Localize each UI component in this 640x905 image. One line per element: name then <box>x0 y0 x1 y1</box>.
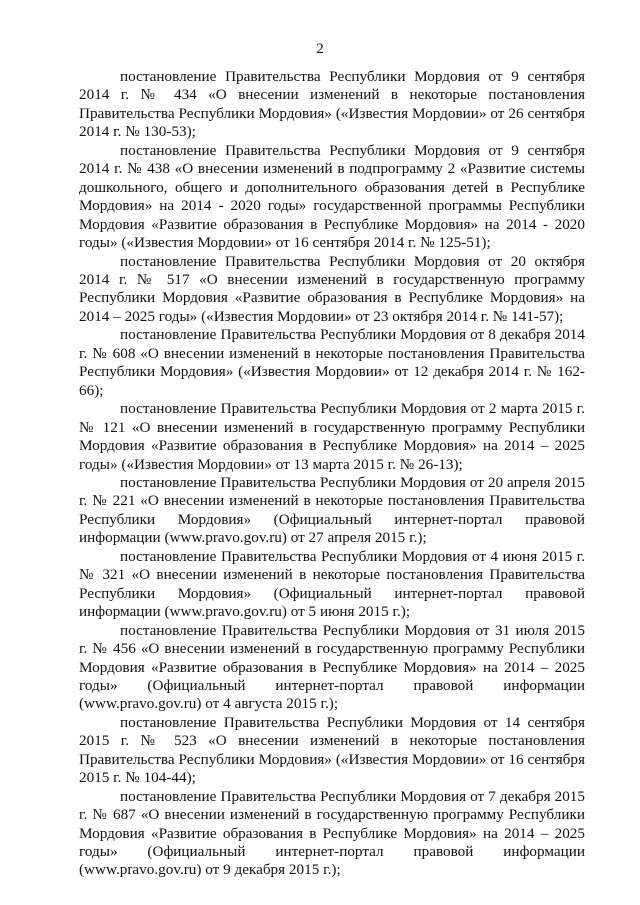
paragraph-resolution-608: постановление Правительства Республики Мордовия от 8 декабря 2014 г. № 608 «О внесении изменений в некоторые постановления Правительства Республики Мордовия» («Известия Мордовии» от 12 декабря 2014 г. № 162-66); <box>79 326 585 399</box>
paragraph-resolution-517: постановление Правительства Республики Мордовия от 20 октября 2014 г. № 517 «О внесении изменений в государственную программу Республики Мордовия «Развитие образования в Республике Мордовия» на 2014 – 2025 годы» («Известия Мордовии» от 23 октября 2014 г. № 141-57); <box>79 252 585 325</box>
document-body <box>79 68 585 880</box>
paragraph-resolution-434: постановление Правительства Республики Мордовия от 9 сентября 2014 г. № 434 «О внесении изменений в некоторые постановления Правительства Республики Мордовия» («Известия Мордовии» от 26 сентября 2014 г. № 130-53); <box>79 68 585 141</box>
paragraph-resolution-221: постановление Правительства Республики Мордовия от 20 апреля 2015 г. № 221 «О внесении изменений в некоторые постановления Правительства Республики Мордовия» (Официальный интернет-портал правовой информации (www.pravo.gov.ru) от 27 апреля 2015 г.); <box>79 473 585 547</box>
paragraph-resolution-438: постановление Правительства Республики Мордовия от 9 сентября 2014 г. № 438 «О внесении изменений в подпрограмму 2 «Развитие системы дошкольного, общего и дополнительного образования детей в Республике Мордовия» на 2014 - 2020 годы» государственной программы Республики Мордовия «Развитие образования в Республике Мордовия» на 2014 - 2020 годы» («Известия Мордовии» от 16 сентября 2014 г. № 125-51); <box>79 141 585 252</box>
paragraph-resolution-687: постановление Правительства Республики Мордовия от 7 декабря 2015 г. № 687 «О внесении изменений в государственную программу Республики Мордовия «Развитие образования в Республике Мордовия» на 2014 – 2025 годы» (Официальный интернет-портал правовой информации (www.pravo.gov.ru) от 9 декабря 2015 г.); <box>79 787 585 879</box>
paragraph-resolution-523: постановление Правительства Республики Мордовия от 14 сентября 2015 г. № 523 «О внесении изменений в некоторые постановления Правительства Республики Мордовия» («Известия Мордовии» от 16 сентября 2015 г. № 104-44); <box>79 713 585 787</box>
paragraph-resolution-121: постановление Правительства Республики Мордовия от 2 марта 2015 г. № 121 «О внесении изменений в государственную программу Республики Мордовия «Развитие образования в Республике Мордовия» на 2014 – 2025 годы» («Известия Мордовии» от 13 марта 2015 г. № 26-13); <box>79 400 585 473</box>
paragraph-resolution-456: постановление Правительства Республики Мордовия от 31 июля 2015 г. № 456 «О внесении изменений в государственную программу Республики Мордовия «Развитие образования в Республике Мордовия» на 2014 – 2025 годы» (Официальный интернет-портал правовой информации (www.pravo.gov.ru) от 4 августа 2015 г.); <box>79 621 585 713</box>
page-number: 2 <box>316 41 324 57</box>
paragraph-resolution-321: постановление Правительства Республики Мордовия от 4 июня 2015 г. № 321 «О внесении изменений в некоторые постановления Правительства Республики Мордовия» (Официальный интернет-портал правовой информации (www.pravo.gov.ru) от 5 июня 2015 г.); <box>79 547 585 621</box>
